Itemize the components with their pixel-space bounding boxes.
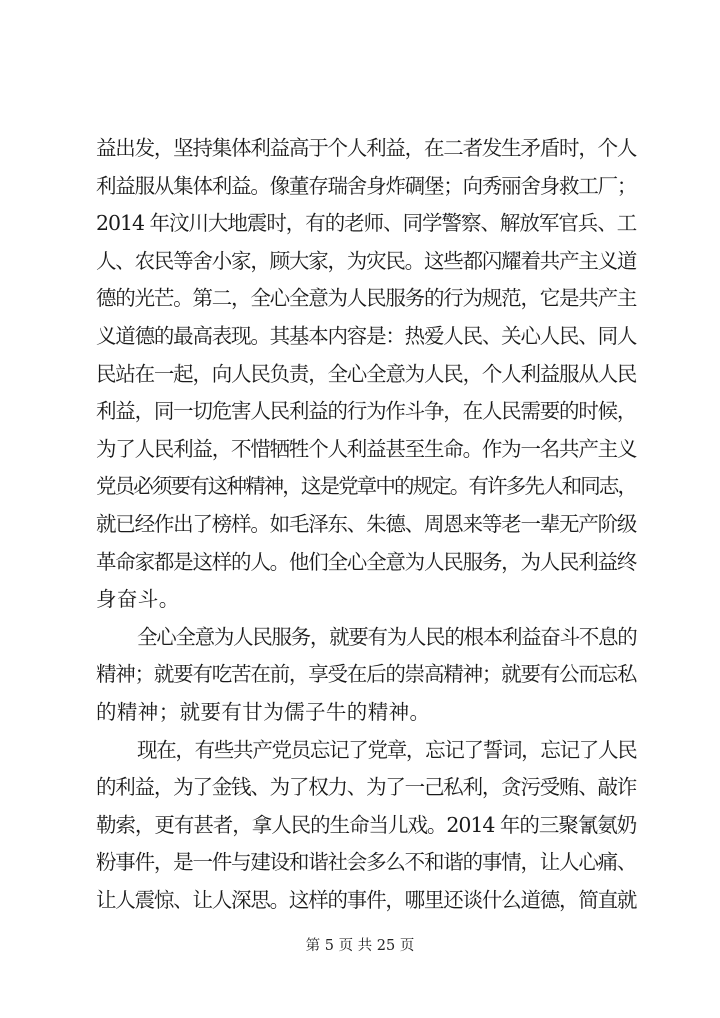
text-line: 德的光芒。第二，全心全意为人民服务的行为规范，它是共产主 — [96, 286, 637, 311]
text-line: 让人震惊、让人深思。这样的事件，哪里还谈什么道德，简直就 — [96, 887, 637, 912]
text-line: 义道德的最高表现。其基本内容是：热爱人民、关心人民、同人 — [96, 323, 637, 348]
text-line: 利益服从集体利益。像董存瑞舍身炸碉堡；向秀丽舍身救工厂； — [96, 173, 637, 198]
page-footer: 第 5 页 共 25 页 — [305, 938, 415, 954]
body-text — [96, 130, 636, 919]
text-line: 身奋斗。 — [96, 587, 180, 612]
text-line: 的精神；就要有甘为儒子牛的精神。 — [96, 699, 431, 724]
text-line: 精神；就要有吃苦在前，享受在后的崇高精神；就要有公而忘私 — [96, 662, 637, 687]
text-line: 2014 年汶川大地震时，有的老师、同学警察、解放军官兵、工 — [96, 211, 637, 236]
text-line: 为了人民利益，不惜牺牲个人利益甚至生命。作为一名共产主义 — [96, 436, 637, 461]
text-line: 益出发，坚持集体利益高于个人利益，在二者发生矛盾时，个人 — [96, 136, 637, 160]
text-line: 利益，同一切危害人民利益的行为作斗争，在人民需要的时候， — [96, 399, 637, 424]
text-line: 就已经作出了榜样。如毛泽东、朱德、周恩来等老一辈无产阶级 — [96, 511, 637, 536]
text-line: 现在，有些共产党员忘记了党章，忘记了誓词，忘记了人民 — [137, 737, 637, 762]
text-line: 民站在一起，向人民负责，全心全意为人民，个人利益服从人民 — [96, 361, 637, 386]
text-line: 的利益，为了金钱、为了权力、为了一己私利，贪污受贿、敲诈 — [96, 775, 637, 800]
text-line: 人、农民等舍小家，顾大家，为灾民。这些都闪耀着共产主义道 — [96, 248, 637, 273]
text-line: 粉事件，是一件与建设和谐社会多么不和谐的事情，让人心痛、 — [96, 850, 637, 875]
text-line: 勒索，更有甚者，拿人民的生命当儿戏。2014 年的三聚氰氨奶 — [96, 812, 637, 837]
text-line: 党员必须要有这种精神，这是党章中的规定。有许多先人和同志， — [96, 474, 637, 499]
text-line: 革命家都是这样的人。他们全心全意为人民服务，为人民利益终 — [96, 549, 637, 574]
text-line: 全心全意为人民服务，就要有为人民的根本利益奋斗不息的 — [137, 624, 637, 649]
